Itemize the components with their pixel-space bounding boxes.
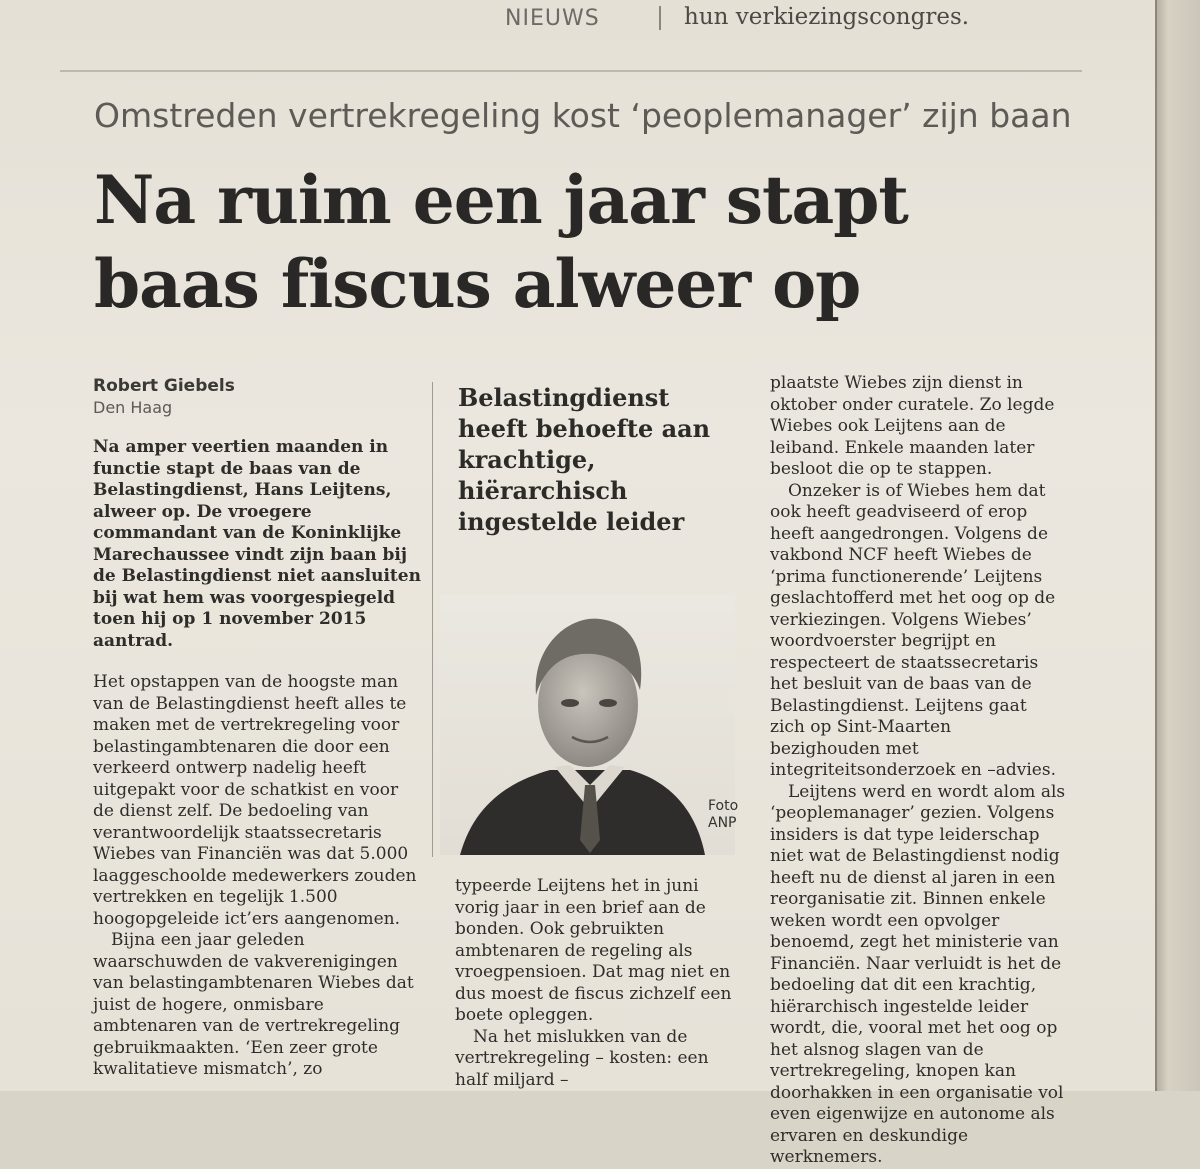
body-paragraph: Bijna een jaar geleden waarschuwden de vakverenigingen van belastingambtenaren Wiebes dat juist de hogere, onmisbare ambtenaren van de vertrekregeling gebruikmaakten. ‘Een zeer grote kwalitatieve mismatch’, zo — [93, 930, 414, 1079]
section-divider — [659, 6, 661, 30]
body-paragraph: plaatste Wiebes zijn dienst in oktober onder curatele. Zo legde Wiebes ook Leijtens aan de leiband. Enkele maanden later besloot die op te stappen. — [770, 373, 1055, 479]
caption-line-foto: Foto — [708, 798, 739, 814]
adjacent-page-edge — [1155, 0, 1200, 1091]
author-name: Robert Giebels — [93, 376, 235, 396]
top-rule — [60, 70, 1082, 72]
column-divider — [432, 382, 433, 857]
column-2-lower — [455, 876, 740, 1091]
portrait-illustration — [440, 595, 735, 855]
lead-paragraph: Na amper veertien maanden in functie stapt de baas van de Belastingdienst, Hans Leijtens, alweer op. De vroegere commandant van de Koninklijke Marechaussee vindt zijn baan bij de Belastingdienst niet aansluiten bij wat hem was voorgespiegeld toen hij op 1 november 2015 aantrad. — [93, 437, 421, 651]
body-paragraph: Leijtens werd en wordt alom als ‘peoplemanager’ gezien. Volgens insiders is dat type leiderschap niet wat de Belastingdienst nodig heeft nu de dienst al jaren in een reorganisatie zit. Binnen enkele weken wordt een opvolger benoemd, zegt het ministerie van Financiën. Naar verluidt is het de bedoeling dat dit een krachtig, hiërarchisch ingestelde leider wordt, die, vooral met het oog op het alsnog slagen van de vertrekregeling, knopen kan doorhakken in een organisatie vol even eigenwijze en autonome als ervaren en deskundige werknemers. — [770, 781, 1066, 1167]
headline-line-2: baas fiscus alweer op — [94, 245, 861, 323]
column-1 — [93, 437, 421, 1081]
column-3 — [770, 373, 1066, 1169]
pull-quote: Belastingdienst heeft behoefte aan krachtige, hiërarchisch ingestelde leider — [458, 383, 711, 536]
byline — [93, 376, 235, 417]
photo-caption — [708, 798, 738, 832]
body-paragraph: Het opstappen van de hoogste man van de Belastingdienst heeft alles te maken met de vertrekregeling voor belastingambtenaren die door een verkeerd ontwerp nadelig heeft uitgepakt voor de schatkist en voor de dienst zelf. De bedoeling van verantwoordelijk staatssecretaris Wiebes van Financiën was dat 5.000 laaggeschoolde medewerkers zouden vertrekken en tegelijk 1.500 hoogopgeleide ict’ers aangenomen. — [93, 672, 417, 929]
dateline-place: Den Haag — [93, 398, 173, 417]
top-teaser: hun verkiezingscongres. — [684, 4, 970, 30]
caption-line-agency: ANP — [708, 815, 737, 831]
headline-line-1: Na ruim een jaar stapt — [94, 161, 908, 239]
headline — [94, 158, 908, 326]
top-strip — [430, 0, 1130, 36]
body-paragraph: Na het mislukken van de vertrekregeling – kosten: een half miljard – — [455, 1026, 709, 1090]
body-paragraph: typeerde Leijtens het in juni vorig jaar in een brief aan de bonden. Ook gebruikten ambtenaren de regeling als vroegpensioen. Dat mag niet en dus moest de fiscus zichzelf een boete opleggen. — [455, 876, 732, 1025]
section-label: NIEUWS — [505, 6, 600, 31]
portrait-photo — [440, 595, 735, 855]
body-paragraph: Onzeker is of Wiebes hem dat ook heeft geadviseerd of erop heeft aangedrongen. Volgens de vakbond NCF heeft Wiebes de ‘prima functionerende’ Leijtens geslachtofferd met het oog op de verkiezingen. Volgens Wiebes’ woordvoerster begrijpt en respecteert de staatssecretaris het besluit van de baas van de Belastingdienst. Leijtens gaat zich op Sint-Maarten bezighouden met integriteitsonderzoek en –advies. — [770, 480, 1056, 780]
kicker: Omstreden vertrekregeling kost ‘peoplemanager’ zijn baan — [94, 96, 1072, 135]
